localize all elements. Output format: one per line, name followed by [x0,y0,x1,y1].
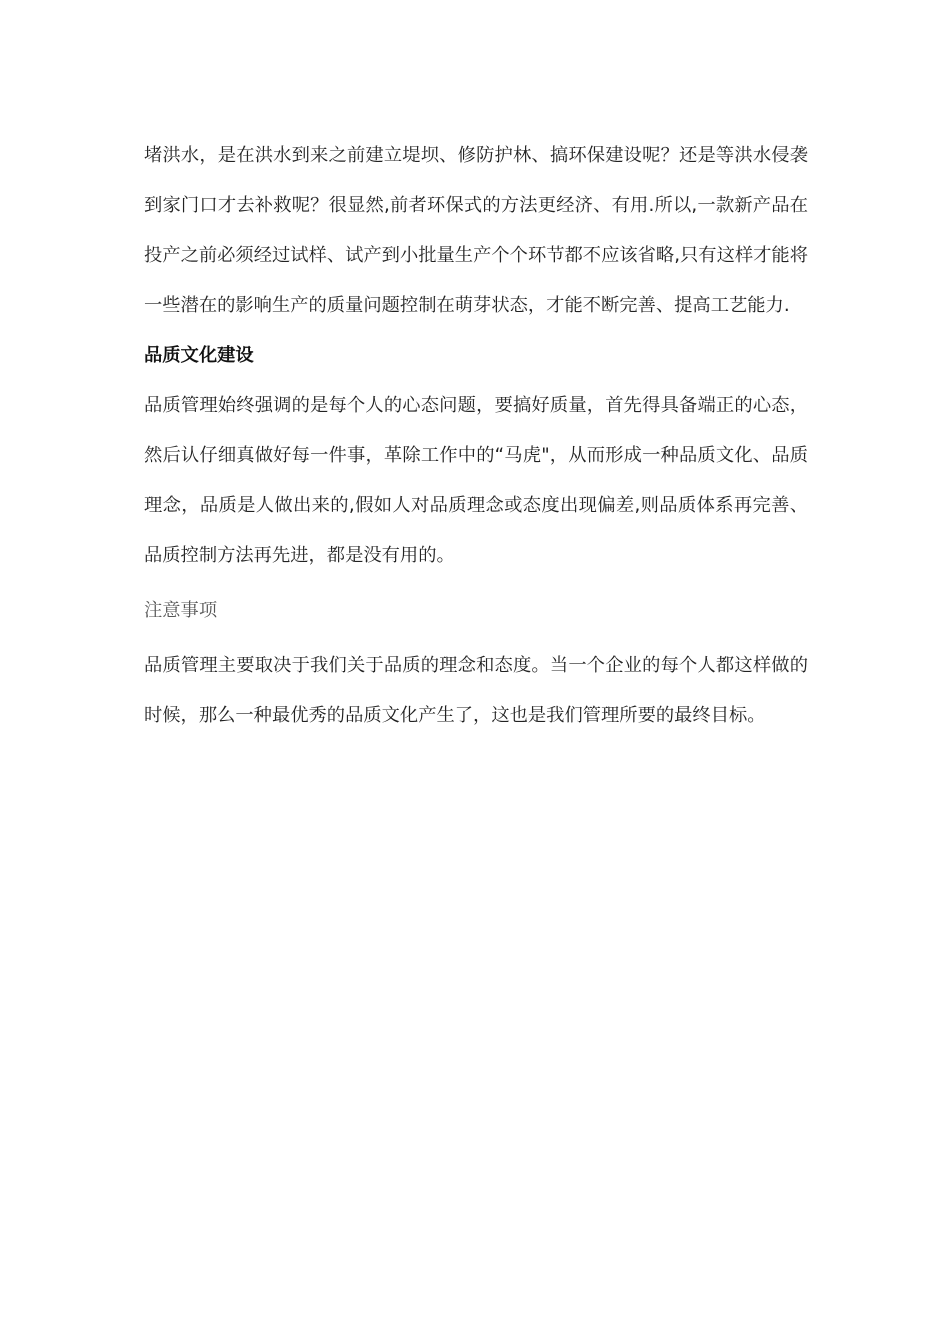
notes-heading: 注意事项 [144,600,218,621]
paragraph-quality-culture: 品质管理始终强调的是每个人的心态问题，要搞好质量，首先得具备端正的心态，然后认仔细真做好每一件事，革除工作中的“马虎"，从而形成一种品质文化、品质理念，品质是人做出来的,假如人对品质理念或态度出现偏差,则品质体系再完善、品质控制方法再先进，都是没有用的。 [144,395,808,566]
document-body [144,131,808,741]
paragraph-flood-analogy: 堵洪水，是在洪水到来之前建立堤坝、修防护林、搞环保建设呢？还是等洪水侵袭到家门口才去补救呢？很显然,前者环保式的方法更经济、有用.所以,一款新产品在投产之前必须经过试样、试产到小批量生产个个环节都不应该省略,只有这样才能将一些潜在的影响生产的质量问题控制在萌芽状态，才能不断完善、提高工艺能力. [144,145,808,316]
section-heading-quality-culture: 品质文化建设 [144,345,254,366]
paragraph-notes: 品质管理主要取决于我们关于品质的理念和态度。当一个企业的每个人都这样做的时候，那么一种最优秀的品质文化产生了，这也是我们管理所要的最终目标。 [144,655,808,726]
